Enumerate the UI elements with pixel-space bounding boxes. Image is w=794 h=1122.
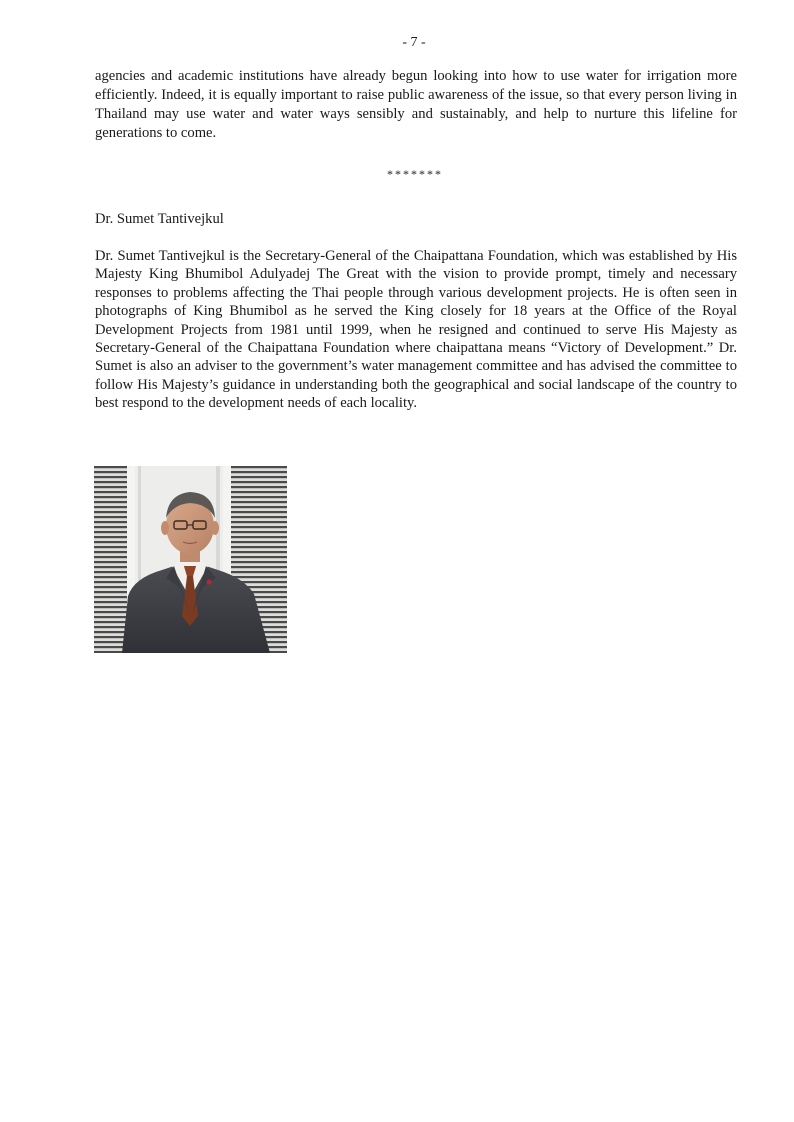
body-paragraph-intro: agencies and academic institutions have already begun looking into how to use water for irrigation more efficiently. Indeed, it is equally important to raise public awareness of the issue, so that every person living in Thailand may use water and water ways sensibly and sustainably, and help to nurture this lifeline for generations to come.: [95, 68, 737, 141]
section-separator: *******: [387, 167, 443, 181]
bio-heading: Dr. Sumet Tantivejkul: [95, 211, 224, 227]
portrait-photo: [94, 466, 287, 653]
page-number: - 7 -: [402, 35, 426, 50]
bio-paragraph: Dr. Sumet Tantivejkul is the Secretary-General of the Chaipattana Foundation, which was established by His Majesty King Bhumibol Adulyadej The Great with the vision to provide prompt, timely and necessary responses to problems affecting the Thai people through various development projects. He is often seen in photographs of King Bhumibol as he served the King closely for 18 years at the Office of the Royal Development Projects from 1981 until 1999, when he resigned and continued to serve His Majesty as Secretary-General of the Chaipattana Foundation where chaipattana means “Victory of Development.” Dr. Sumet is also an adviser to the government’s water management committee and has advised the committee to follow His Majesty’s guidance in understanding both the geographical and social landscape of the country to best respond to the development needs of each locality.: [95, 248, 737, 412]
